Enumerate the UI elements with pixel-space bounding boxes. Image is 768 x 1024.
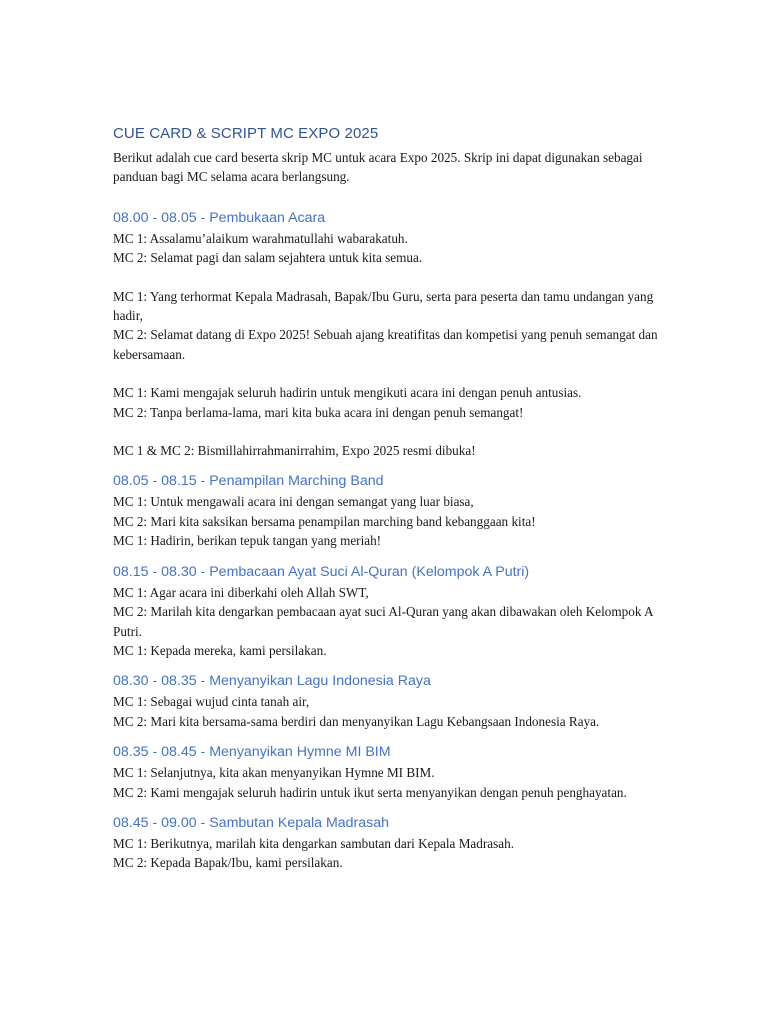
- dialogue-line: MC 1 & MC 2: Bismillahirrahmanirrahim, Expo 2025 resmi dibuka!: [113, 443, 476, 459]
- script-section: [113, 473, 673, 550]
- dialogue-line: MC 1: Kami mengajak seluruh hadirin untuk mengikuti acara ini dengan penuh antusias.: [113, 385, 582, 401]
- script-section: [113, 564, 673, 661]
- dialogue-line: MC 2: Marilah kita dengarkan pembacaan ayat suci Al-Quran yang akan dibawakan oleh Kelompok A Putri.: [113, 604, 653, 639]
- intro-paragraph: Berikut adalah cue card beserta skrip MC untuk acara Expo 2025. Skrip ini dapat digunakan sebagai panduan bagi MC selama acara berlangsung.: [113, 150, 643, 185]
- dialogue-line: MC 1: Hadirin, berikan tepuk tangan yang meriah!: [113, 533, 382, 549]
- dialogue-line: MC 2: Mari kita saksikan bersama penampilan marching band kebanggaan kita!: [113, 513, 536, 529]
- dialogue-line: MC 2: Mari kita bersama-sama berdiri dan menyanyikan Lagu Kebangsaan Indonesia Raya.: [113, 713, 600, 729]
- script-section: [113, 673, 673, 731]
- document-page: [113, 125, 673, 873]
- dialogue-group: [113, 287, 673, 365]
- dialogue-line: MC 1: Selanjutnya, kita akan menyanyikan Hymne MI BIM.: [113, 765, 435, 781]
- dialogue-group: [113, 692, 673, 731]
- dialogue-line: MC 2: Selamat pagi dan salam sejahtera untuk kita semua.: [113, 250, 423, 266]
- dialogue-line: MC 1: Assalamu’alaikum warahmatullahi wabarakatuh.: [113, 230, 408, 246]
- dialogue-group: [113, 492, 673, 550]
- dialogue-line: MC 1: Untuk mengawali acara ini dengan semangat yang luar biasa,: [113, 494, 474, 510]
- dialogue-group: [113, 834, 673, 873]
- dialogue-line: MC 1: Kepada mereka, kami persilakan.: [113, 642, 327, 658]
- dialogue-group: [113, 583, 673, 661]
- section-heading: 08.35 - 08.45 - Menyanyikan Hymne MI BIM: [113, 744, 391, 761]
- dialogue-line: MC 1: Agar acara ini diberkahi oleh Allah SWT,: [113, 584, 369, 600]
- section-heading: 08.30 - 08.35 - Menyanyikan Lagu Indonesia Raya: [113, 673, 431, 690]
- section-heading: 08.45 - 09.00 - Sambutan Kepala Madrasah: [113, 814, 390, 831]
- script-section: [113, 210, 673, 461]
- dialogue-line: MC 2: Selamat datang di Expo 2025! Sebuah ajang kreatifitas dan kompetisi yang penuh semangat dan kebersamaan.: [113, 327, 658, 362]
- sections-container: [113, 210, 673, 873]
- dialogue-line: MC 2: Kami mengajak seluruh hadirin untuk ikut serta menyanyikan dengan penuh penghayatan.: [113, 784, 627, 800]
- section-heading: 08.05 - 08.15 - Penampilan Marching Band: [113, 473, 384, 490]
- dialogue-line: MC 1: Sebagai wujud cinta tanah air,: [113, 694, 310, 710]
- section-heading: 08.00 - 08.05 - Pembukaan Acara: [113, 209, 326, 226]
- script-section: [113, 815, 673, 873]
- dialogue-group: [113, 383, 673, 422]
- document-title: CUE CARD & SCRIPT MC EXPO 2025: [113, 125, 379, 142]
- script-section: [113, 744, 673, 802]
- dialogue-group: [113, 763, 673, 802]
- dialogue-group: [113, 229, 673, 268]
- dialogue-line: MC 1: Yang terhormat Kepala Madrasah, Bapak/Ibu Guru, serta para peserta dan tamu undangan yang hadir,: [113, 288, 654, 324]
- dialogue-line: MC 1: Berikutnya, marilah kita dengarkan sambutan dari Kepala Madrasah.: [113, 835, 514, 851]
- dialogue-group: [113, 441, 673, 460]
- dialogue-line: MC 2: Kepada Bapak/Ibu, kami persilakan.: [113, 855, 343, 871]
- dialogue-line: MC 2: Tanpa berlama-lama, mari kita buka acara ini dengan penuh semangat!: [113, 404, 524, 420]
- section-heading: 08.15 - 08.30 - Pembacaan Ayat Suci Al-Quran (Kelompok A Putri): [113, 563, 530, 580]
